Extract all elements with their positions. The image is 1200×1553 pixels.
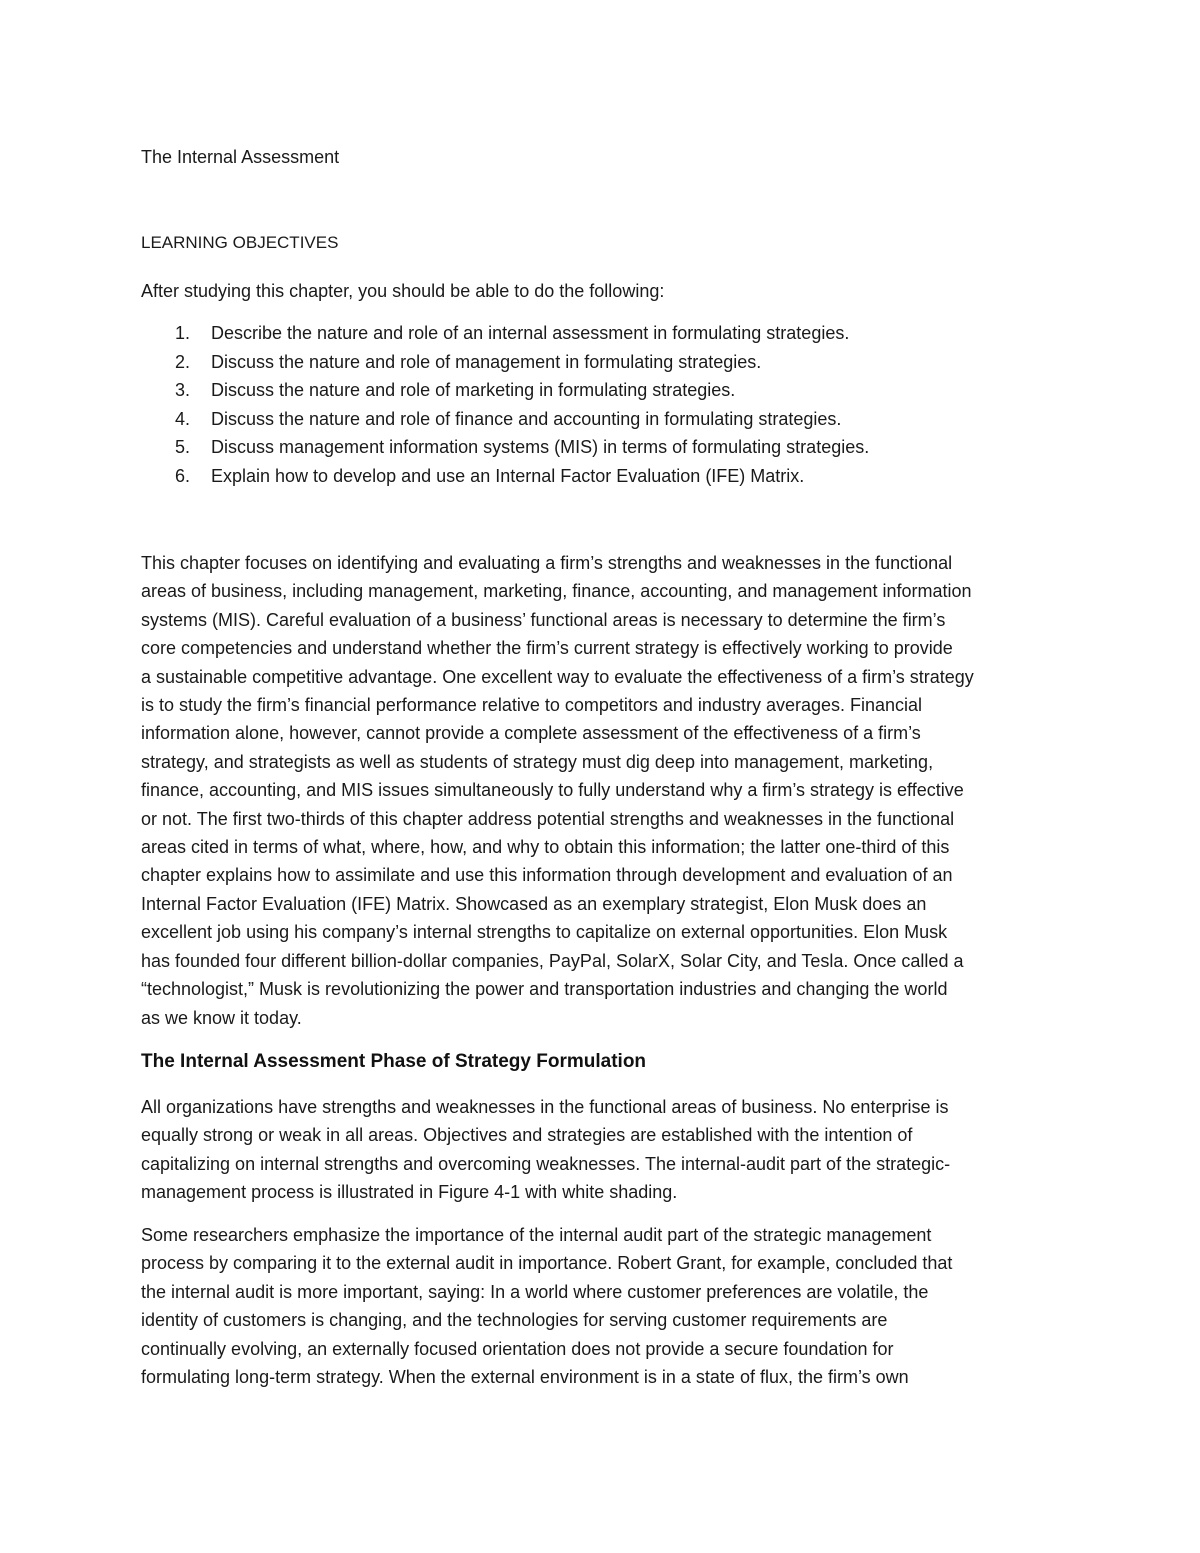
paragraph-line: areas cited in terms of what, where, how, and why to obtain this information; the latter one-third of this — [141, 837, 950, 858]
paragraph-line: a sustainable competitive advantage. One excellent way to evaluate the effectiveness of a firm’s strategy — [141, 666, 974, 687]
objective-item — [141, 405, 869, 434]
paragraph-line: equally strong or weak in all areas. Objectives and strategies are established with the intention of — [141, 1125, 913, 1146]
objective-item — [141, 433, 869, 462]
paragraph-line: the internal audit is more important, saying: In a world where customer preferences are volatile, the — [141, 1281, 929, 1302]
paragraph-line: All organizations have strengths and weaknesses in the functional areas of business. No enterprise is — [141, 1097, 949, 1117]
objectives-intro: After studying this chapter, you should be able to do the following: — [141, 281, 665, 301]
paragraph-line: strategy, and strategists as well as students of strategy must dig deep into management, marketing, — [141, 751, 934, 772]
objective-text: Describe the nature and role of an internal assessment in formulating strategies. — [211, 323, 850, 343]
objective-item — [141, 348, 869, 377]
paragraph-line: has founded four different billion-dollar companies, PayPal, SolarX, Solar City, and Tesla. Once called a — [141, 950, 964, 971]
paragraph-line: chapter explains how to assimilate and use this information through development and evaluation of an — [141, 865, 953, 886]
section-heading: The Internal Assessment Phase of Strategy Formulation — [141, 1051, 647, 1072]
objective-number: 3. — [175, 380, 191, 400]
objective-number: 1. — [175, 323, 191, 343]
paragraph-line: information alone, however, cannot provide a complete assessment of the effectiveness of a firm’s — [141, 723, 921, 744]
paragraph-line: core competencies and understand whether the firm’s current strategy is effectively working to provide — [141, 638, 953, 659]
objectives-list — [141, 319, 869, 490]
paragraph-line: “technologist,” Musk is revolutionizing the power and transportation industries and changing the world — [141, 979, 948, 1000]
paragraph-line: systems (MIS). Careful evaluation of a business’ functional areas is necessary to determine the firm’s — [141, 609, 946, 630]
paragraph-line: is to study the firm’s financial performance relative to competitors and industry averages. Financial — [141, 695, 923, 716]
paragraph-line: or not. The first two-thirds of this chapter address potential strengths and weaknesses in the functional — [141, 808, 955, 829]
section-paragraph-1 — [141, 1093, 1071, 1207]
paragraph-line: management process is illustrated in Figure 4-1 with white shading. — [141, 1182, 678, 1203]
paragraph-line: Some researchers emphasize the importance of the internal audit part of the strategic management — [141, 1225, 932, 1245]
objective-number: 4. — [175, 408, 191, 429]
paragraph-line: finance, accounting, and MIS issues simultaneously to fully understand why a firm’s strategy is effective — [141, 780, 964, 801]
objective-item — [141, 376, 869, 405]
section-paragraph-2 — [141, 1221, 1071, 1391]
paragraph-line: areas of business, including management, marketing, finance, accounting, and management information — [141, 581, 972, 602]
objective-item — [141, 319, 869, 348]
objective-number: 6. — [175, 465, 191, 486]
paragraph-line: This chapter focuses on identifying and evaluating a firm’s strengths and weaknesses in the functional — [141, 553, 953, 573]
paragraph-line: process by comparing it to the external audit in importance. Robert Grant, for example, concluded that — [141, 1253, 953, 1274]
objective-text: Explain how to develop and use an Internal Factor Evaluation (IFE) Matrix. — [211, 465, 805, 486]
paragraph-line: formulating long-term strategy. When the external environment is in a state of flux, the firm’s own — [141, 1367, 909, 1388]
learning-objectives-label: LEARNING OBJECTIVES — [141, 233, 339, 252]
paragraph-line: excellent job using his company’s internal strengths to capitalize on external opportunities. Elon Musk — [141, 922, 948, 943]
objective-item — [141, 462, 869, 491]
paragraph-line: Internal Factor Evaluation (IFE) Matrix. Showcased as an exemplary strategist, Elon Musk does an — [141, 893, 927, 914]
chapter-intro-paragraph — [141, 549, 1071, 1032]
objective-text: Discuss management information systems (MIS) in terms of formulating strategies. — [211, 437, 870, 457]
objective-number: 5. — [175, 437, 191, 457]
objective-text: Discuss the nature and role of finance and accounting in formulating strategies. — [211, 408, 842, 429]
paragraph-line: continually evolving, an externally focused orientation does not provide a secure foundation for — [141, 1338, 894, 1359]
paragraph-line: as we know it today. — [141, 1007, 302, 1028]
objective-number: 2. — [175, 351, 191, 372]
paragraph-line: capitalizing on internal strengths and overcoming weaknesses. The internal-audit part of the strategic- — [141, 1153, 951, 1174]
document-title: The Internal Assessment — [141, 147, 340, 167]
objective-text: Discuss the nature and role of marketing in formulating strategies. — [211, 380, 736, 400]
objective-text: Discuss the nature and role of management in formulating strategies. — [211, 351, 762, 372]
paragraph-line: identity of customers is changing, and the technologies for serving customer requirements are — [141, 1310, 888, 1331]
